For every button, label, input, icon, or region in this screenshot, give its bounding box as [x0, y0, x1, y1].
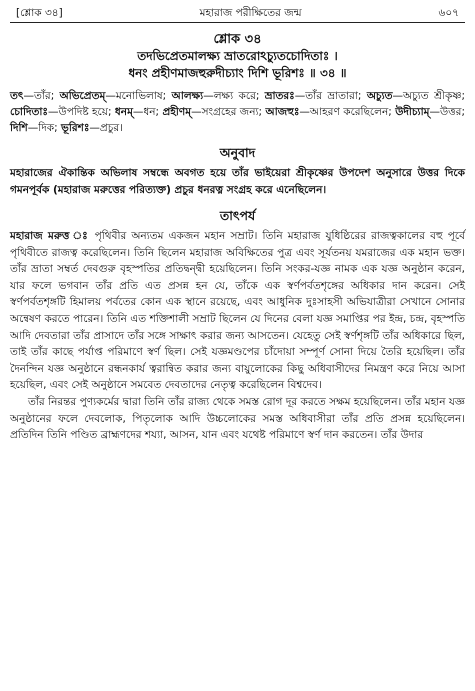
- synonym-term: ধনম্: [114, 106, 133, 118]
- synonym-term: আলক্ষ্য: [171, 90, 204, 102]
- chapter-title: মহারাজ পরীক্ষিতের জন্ম: [199, 7, 302, 19]
- translation-heading: অনুবাদ: [219, 145, 256, 160]
- synonym-term: অভিপ্রেতম্: [59, 90, 106, 102]
- synonym-meaning: —আহরণ করেছিলেন;: [299, 106, 396, 118]
- synonym-term: আজহুঃ: [265, 106, 300, 118]
- synonyms: [10, 88, 465, 136]
- synonym-meaning: —মনোভিলাষ;: [105, 90, 172, 102]
- page-number: ৬০৭: [438, 7, 459, 19]
- chapter-verse-ref: [শ্লোক ৩৪]: [16, 7, 63, 19]
- purport-body: [10, 228, 465, 444]
- verse-line-2: ধনং প্রহীণমাজহুরুদীচ্যাং দিশি ভূরিশঃ ॥ ৩৪ ॥: [128, 66, 347, 80]
- translation-text: মহারাজের ঐকান্তিক অভিলাষ সম্বন্ধে অবগত হয়ে তাঁর ভাইয়েরা শ্রীকৃষ্ণের উপদেশ অনুসারে উত্তর দিকে গমনপূর্বক (মহারাজ মরুত্তের পরিত্যক্ত) প্রচুর ধনরত্ন সংগ্রহ করে এনেছিলেন।: [10, 167, 465, 196]
- synonym-term: তৎ: [10, 90, 24, 102]
- synonym-meaning: —তাঁর ভ্রাতারা;: [294, 90, 367, 102]
- synonym-term: চোদিতাঃ: [10, 106, 49, 118]
- synonym-meaning: —উপদিষ্ট হয়ে;: [48, 106, 115, 118]
- synonym-meaning: —সংগ্রহের জন্য;: [191, 106, 266, 118]
- synonym-term: ভূরিশঃ: [61, 122, 90, 134]
- verse-label: শ্লোক ৩৪: [213, 32, 262, 47]
- purport-paragraph-2: তাঁর নিরন্তর পুণ্যকর্মের দ্বারা তিনি তাঁর রাজ্য থেকে সমস্ত রোগ দূর করতে সক্ষম হয়েছিলেন। তাঁর মহান যজ্ঞ অনুষ্ঠানের ফলে দেবলোক, পিতৃলোক আদি উচ্চলোকের সমস্ত অধিবাসীরা তাঁর প্রতি প্রসন্ন হয়েছিলেন। প্রতিদিন তিনি পণ্ডিত ব্রাহ্মণদের শয্যা, আসন, যান এবং যথেষ্ট পরিমাণে স্বর্ণ দান করতেন। তাঁর উদার: [10, 395, 465, 442]
- verse-line-1: তদভিপ্রেতমালক্ষ্য ভ্রাতরোঽচ্যুতচোদিতাঃ ।: [137, 49, 338, 63]
- purport-paragraph-1: [10, 228, 465, 394]
- running-head: [10, 6, 465, 23]
- synonym-meaning: —লক্ষ্য করে;: [203, 90, 265, 102]
- synonym-meaning: —অচ্যুত শ্রীকৃষ্ণ;: [392, 90, 465, 102]
- synonym-meaning: —উত্তর;: [429, 106, 465, 118]
- synonym-meaning: —তাঁর;: [23, 90, 60, 102]
- synonym-term: প্রহীণম্: [162, 106, 192, 118]
- purport-heading: তাৎপর্য: [219, 208, 256, 223]
- synonym-term: অচ্যুত: [366, 90, 393, 102]
- synonym-term: ভ্রাতরঃ: [264, 90, 295, 102]
- synonym-term: দিশি: [10, 122, 28, 134]
- synonym-meaning: —প্রচুর।: [89, 122, 123, 134]
- purport-lead: মহারাজ মরুত্ত ঃ: [10, 230, 90, 242]
- synonym-term: উদীচ্যাম্: [395, 106, 430, 118]
- synonym-meaning: —দিক;: [27, 122, 61, 134]
- purport-paragraph-1-text: পৃথিবীর অন্যতম একজন মহান সম্রাট। তিনি মহারাজ যুধিষ্ঠিরের রাজত্বকালের বহু পূর্বে পৃথিবীতে রাজত্ব করেছিলেন। তিনি ছিলেন মহারাজ অবিক্ষিতের পুত্র এবং সূর্যতনয় যমরাজের এক মহান ভক্ত। তাঁর ভ্রাতা সম্বর্ত দেবগুরু বৃহস্পতির প্রতিদ্বন্দ্বী হয়েছিলেন। তিনি সংকর-যজ্ঞ নামক এক যজ্ঞ অনুষ্ঠান করেন, যার ফলে ভগবান তাঁর প্রতি এত প্রসন্ন হন যে, তাঁকে এক স্বর্ণপর্বতশৃঙ্গের অধিকার দান করেন। সেই স্বর্ণপর্বতশৃঙ্গটি হিমালয় পর্বতের কোন এক স্থানে রয়েছে, এবং আধুনিক দুঃসাহসী অভিযাত্রীরা সেখানে সোনার অন্বেষণ করতে পারেন। তিনি এত শক্তিশালী সম্রাট ছিলেন যে দিনের বেলা যজ্ঞ সমাপ্তির পর ইন্দ্র, চন্দ্র, বৃহস্পতি আদি দেবতারা তাঁর প্রাসাদে তাঁর সঙ্গে সাক্ষাৎ করার জন্য আসতেন। যেহেতু সেই স্বর্ণশৃঙ্গটি তাঁর অধিকারে ছিল, তাই তাঁর কাছে পর্যাপ্ত পরিমাণে স্বর্ণ ছিল। সেই যজ্ঞমণ্ডপের চাঁদোয়া সম্পূর্ণ সোনা দিয়ে তৈরি হয়েছিল। তাঁর দৈনন্দিন যজ্ঞ অনুষ্ঠানে রন্ধনকার্য ত্বরান্বিত করার জন্য বায়ুলোকের কিছু অধিবাসীদের নিমন্ত্রণ করে নিয়ে আসা হয়েছিল, এবং সেই অনুষ্ঠানে সমবেত দেবতাদের নেতৃত্ব করেছিলেন বিশ্বদেব।: [10, 230, 465, 392]
- synonym-meaning: —ধন;: [132, 106, 163, 118]
